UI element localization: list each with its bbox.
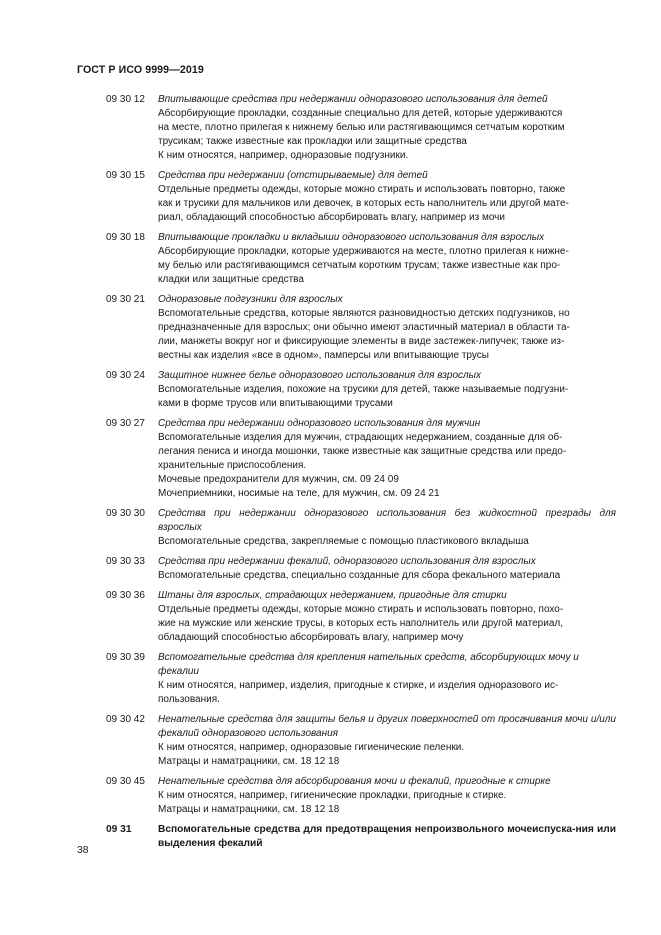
- entry-cross-reference: Мочевые предохранители для мужчин, см. 09 24 09: [158, 473, 399, 485]
- entry-title: Вспомогательные средства для крепления нательных средств, абсорбирующих мочу и фекалии: [158, 652, 579, 678]
- entry-text-line: как и трусики для мальчиков или девочек, в которых есть наполнитель или другой мате-: [158, 197, 569, 209]
- entry-09-30-39: [106, 651, 616, 707]
- entry-text-line: Вспомогательные изделия, похожие на трусики для детей, также называемые подгузни-: [158, 383, 569, 395]
- page-header-standard-title: ГОСТ Р ИСО 9999—2019: [77, 64, 204, 76]
- entry-code: 09 30 18: [106, 231, 145, 243]
- entry-text-line: Отдельные предметы одежды, которые можно стирать и использовать повторно, похо-: [158, 604, 564, 616]
- entry-code: 09 30 45: [106, 776, 145, 788]
- entry-text-line: легания пениса и иногда мошонки, также известные как защитные средства или предо-: [158, 445, 567, 457]
- entry-title: Средства при недержании фекалий, одноразового использования для взрослых: [158, 555, 536, 567]
- entry-text-line: вестны как изделия «все в одном», памперсы или впитывающие трусы: [158, 349, 489, 361]
- entry-cross-reference: Матрацы и наматрацники, см. 18 12 18: [158, 755, 340, 767]
- entry-title: Впитывающие прокладки и вкладыши одноразового использования для взрослых: [158, 231, 545, 243]
- entry-code: 09 30 33: [106, 555, 145, 567]
- entry-title: Ненательные средства для абсорбирования мочи и фекалий, пригодные к стирке: [158, 776, 551, 788]
- entry-09-30-30: [106, 507, 616, 549]
- entry-code: 09 30 24: [106, 369, 145, 381]
- entry-text-line: Абсорбирующие прокладки, созданные специально для детей, которые удерживаются: [158, 107, 563, 119]
- entry-title: Средства при недержании одноразового использования для мужчин: [158, 417, 481, 429]
- classification-entries: [106, 93, 616, 857]
- entry-text-line: жие на мужские или женские трусы, в которых есть наполнитель или другой материал,: [158, 617, 563, 629]
- entry-09-30-36: [106, 589, 616, 645]
- entry-text-line: хранительные приспособления.: [158, 459, 307, 471]
- entry-cross-reference: Мочеприемники, носимые на теле, для мужчин, см. 09 24 21: [158, 487, 440, 499]
- entry-title: Средства при недержании одноразового использования без жидкостной преграды для взрослых: [158, 507, 616, 533]
- entry-09-30-15: [106, 169, 616, 225]
- entry-text-line: Вспомогательные средства, которые являются разновидностью детских подгузников, но: [158, 307, 570, 319]
- entry-title: Штаны для взрослых, страдающих недержанием, пригодные для стирки: [158, 590, 507, 602]
- entry-09-30-33: [106, 555, 616, 583]
- page-number: 38: [77, 845, 89, 856]
- entry-text-line: трусикам; также известные как прокладки или защитные средства: [158, 135, 467, 147]
- entry-text-line: му белью или растягивающимся сетчатым коротким трусам; также известные как про-: [158, 259, 561, 271]
- entry-09-30-18: [106, 231, 616, 287]
- entry-code: 09 30 12: [106, 94, 145, 105]
- entry-code: 09 30 21: [106, 293, 145, 305]
- entry-text-line: Вспомогательные изделия для мужчин, страдающих недержанием, созданные для об-: [158, 431, 563, 443]
- entry-text-line: К ним относятся, например, гигиенические прокладки, пригодные к стирке.: [158, 790, 507, 802]
- entry-code: 09 30 30: [106, 507, 145, 519]
- entry-09-30-27: [106, 417, 616, 500]
- entry-cross-reference: Матрацы и наматрацники, см. 18 12 18: [158, 803, 340, 815]
- entry-09-30-12: [106, 93, 616, 163]
- entry-text-line: К ним относятся, например, одноразовые подгузники.: [158, 149, 409, 161]
- entry-title: Одноразовые подгузники для взрослых: [158, 293, 343, 305]
- entry-code: 09 30 15: [106, 169, 145, 181]
- entry-text-line: обладающий способностью абсорбировать влагу, например мочу: [158, 631, 464, 643]
- entry-text-line: на месте, плотно прилегая к нижнему белью или растягивающимся сетчатым коротким: [158, 121, 565, 133]
- entry-text-line: предназначенные для взрослых; они обычно имеют эластичный материал в области та-: [158, 321, 570, 333]
- entry-code: 09 30 39: [106, 652, 145, 664]
- entry-09-30-42: [106, 713, 616, 769]
- entry-code: 09 30 36: [106, 590, 145, 602]
- entry-text-line: Отдельные предметы одежды, которые можно стирать и использовать повторно, также: [158, 183, 566, 195]
- entry-title: Ненательные средства для защиты белья и других поверхностей от просачивания мочи и/или фекалий одноразового использования: [158, 714, 616, 740]
- entry-code: 09 30 27: [106, 417, 145, 429]
- entry-text-line: риал, обладающий способностью абсорбировать влагу, например из мочи: [158, 211, 505, 223]
- entry-09-30-45: [106, 775, 616, 817]
- entry-text-line: пользования.: [158, 693, 220, 705]
- entry-text-line: Абсорбирующие прокладки, которые удерживаются на месте, плотно прилегая к нижне-: [158, 245, 569, 257]
- entry-09-30-24: [106, 369, 616, 411]
- entry-text-line: кладки или защитные средства: [158, 273, 304, 285]
- entry-text-line: Вспомогательные средства, специально созданные для сбора фекального материала: [158, 569, 561, 581]
- entry-title: Защитное нижнее белье одноразового использования для взрослых: [158, 369, 482, 381]
- entry-title: Вспомогательные средства для предотвращения непроизвольного мочеиспуска-ния или выделения фекалий: [158, 824, 616, 850]
- entry-text-line: ками в форме трусов или впитывающими трусами: [158, 397, 393, 409]
- entry-code: 09 30 42: [106, 714, 145, 726]
- entry-09-31: [106, 823, 616, 851]
- entry-text-line: К ним относятся, например, изделия, пригодные к стирке, и изделия одноразового ис-: [158, 679, 559, 691]
- entry-text-line: лии, манжеты вокруг ног и фиксирующие элементы в виде застежек-липучек; также из-: [158, 335, 565, 347]
- entry-text-line: К ним относятся, например, одноразовые гигиенические пеленки.: [158, 741, 465, 753]
- entry-title: Впитывающие средства при недержании одноразового использования для детей: [158, 94, 548, 105]
- entry-text-line: Вспомогательные средства, закрепляемые с помощью пластикового вкладыша: [158, 535, 529, 547]
- entry-title: Средства при недержании (отстирываемые) для детей: [158, 169, 428, 181]
- entry-09-30-21: [106, 293, 616, 363]
- entry-code: 09 31: [106, 824, 132, 836]
